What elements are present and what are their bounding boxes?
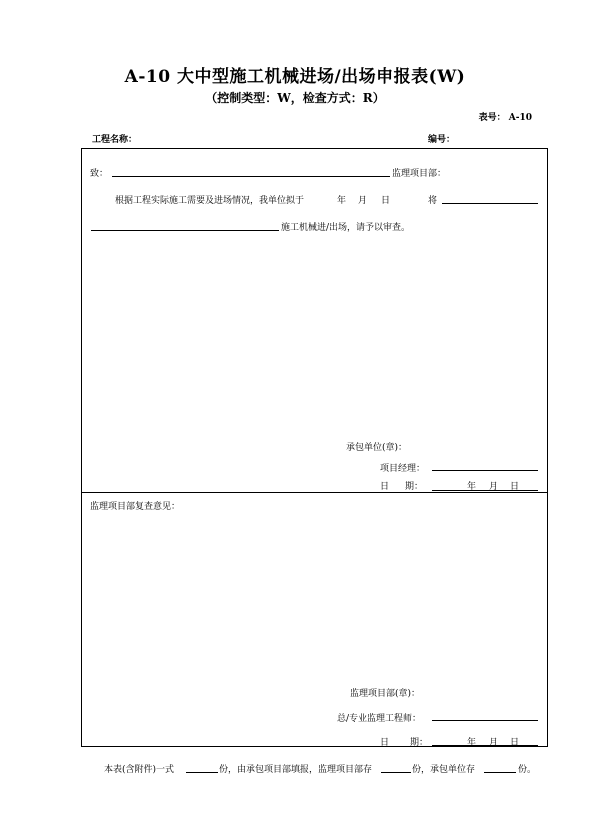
project-manager-label: 项目经理： [380,464,426,474]
footer-part3: 份，承包单位存 [412,765,476,775]
review-date-label-period-char: 期： [410,738,429,748]
body-text-line2: 施工机械进/出场，请予以审查。 [281,223,411,233]
serial-number-label: 编号： [428,135,456,145]
review-opinion-label: 监理项目部复查意见： [90,502,181,512]
contractor-seal-label: 承包单位(章)： [346,443,408,453]
review-date-label-day-char: 日 [380,738,390,748]
review-date-year: 年 [467,738,477,748]
machinery-name-blank[interactable] [442,203,538,204]
machinery-name-blank-2[interactable] [91,230,279,231]
review-date-month: 月 [489,738,499,748]
footer-copies-total-blank[interactable] [186,772,218,773]
entry-year: 年 [337,196,347,206]
footer-part4: 份。 [518,765,537,775]
supervision-seal-label: 监理项目部(章)： [350,689,421,699]
page-subtitle: （控制类型：W，检查方式：R） [205,91,385,105]
section-divider [81,492,548,493]
review-date-day: 日 [510,738,520,748]
will-label: 将 [428,196,438,206]
footer-copies-contractor-blank[interactable] [484,772,516,773]
date-label-period-char: 期： [405,482,424,492]
supervision-dept-label: 监理项目部： [392,169,447,179]
supervision-dept-blank[interactable] [112,176,390,177]
date-year: 年 [467,482,477,492]
form-number: 表号： A-10 [478,113,532,123]
application-date-blank[interactable] [432,490,538,491]
chief-engineer-blank[interactable] [432,720,538,721]
footer-part1: 本表(含附件)一式 [104,765,175,775]
review-date-blank[interactable] [432,745,538,746]
date-label-day-char: 日 [380,482,390,492]
footer-copies-supervision-blank[interactable] [381,772,411,773]
body-text-line1: 根据工程实际施工需要及进场情况，我单位拟于 [115,196,305,206]
date-day: 日 [510,482,520,492]
chief-engineer-label: 总/专业监理工程师： [337,714,422,724]
page-title: A-10 大中型施工机械进场/出场申报表(W) [124,67,466,87]
footer-part2: 份，由承包项目部填报，监理项目部存 [219,765,373,775]
project-manager-blank[interactable] [432,470,538,471]
entry-day: 日 [381,196,391,206]
to-label: 致： [90,169,109,179]
form-frame [81,148,548,747]
date-month: 月 [489,482,499,492]
entry-month: 月 [358,196,368,206]
project-name-label: 工程名称： [92,135,138,145]
